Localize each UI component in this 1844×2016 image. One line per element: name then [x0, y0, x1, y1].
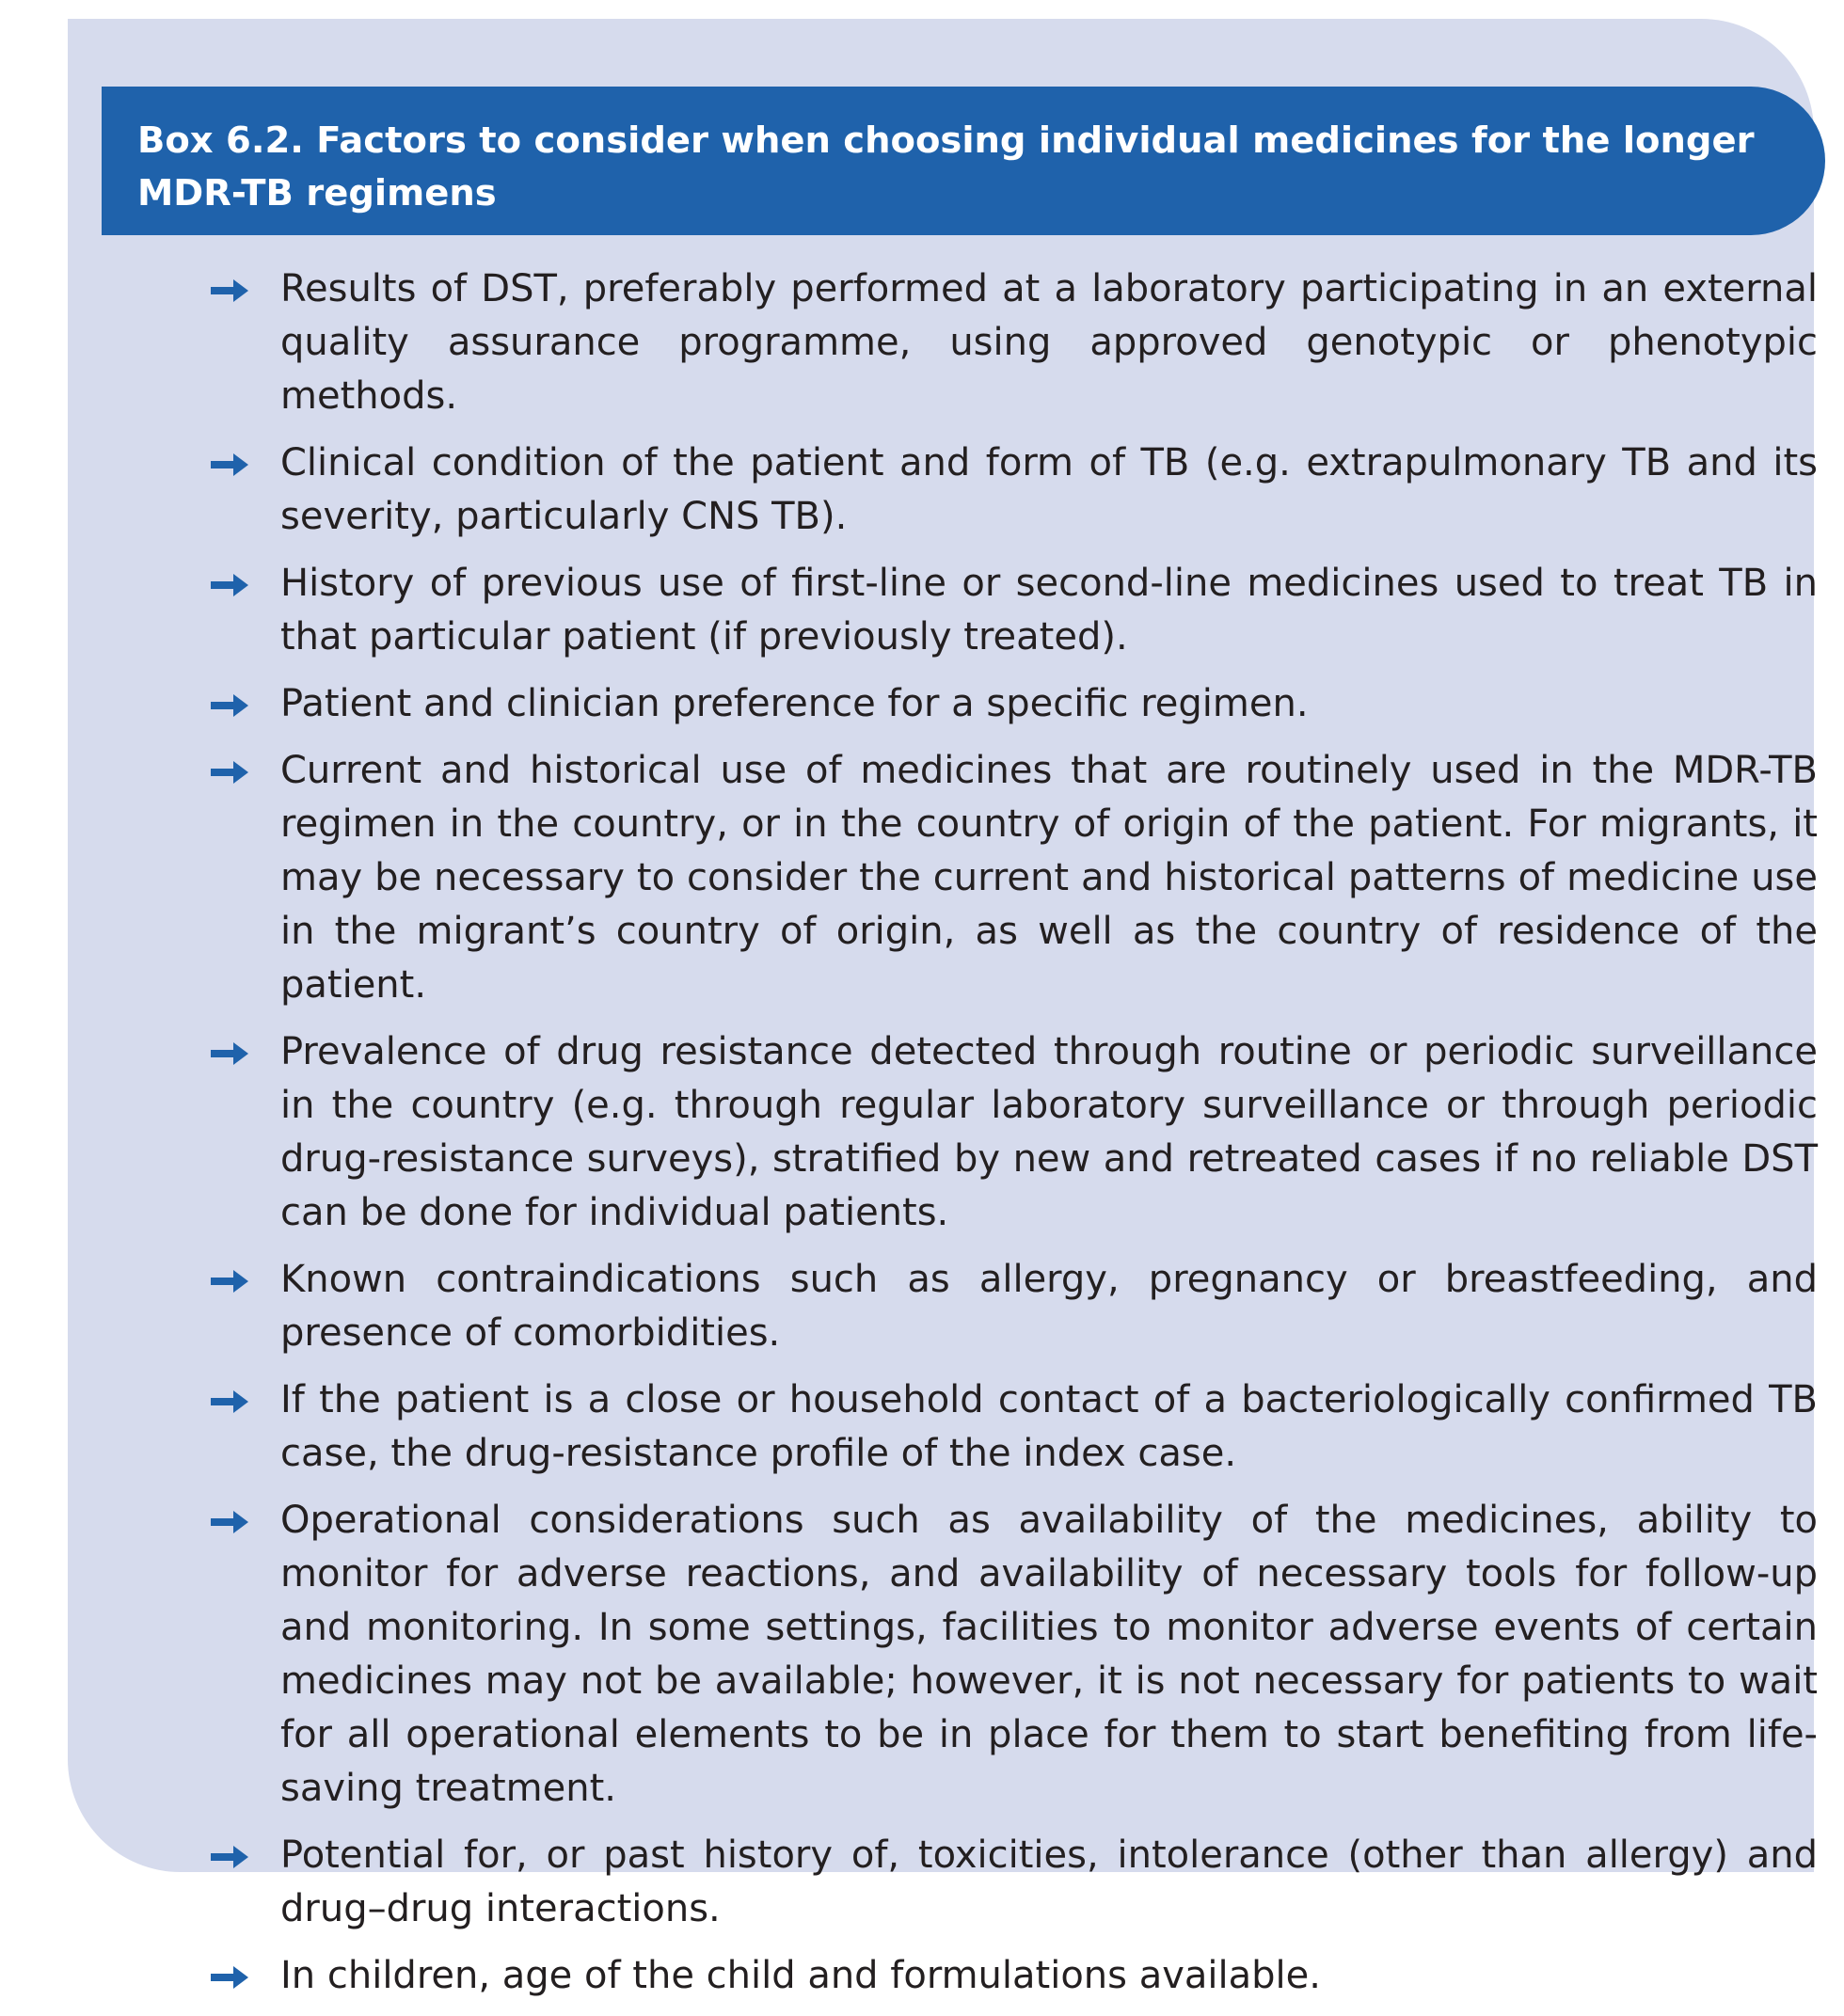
- list-item-text: If the patient is a close or household contact of a bacteriologically confirmed TB case, the drug-resistance profile of the index case.: [280, 1378, 1818, 1475]
- list-item: [209, 1949, 1818, 2003]
- list-item: [209, 744, 1818, 1012]
- arrow-right-icon: [209, 691, 250, 720]
- list-item: [209, 1025, 1818, 1240]
- arrow-right-icon: [209, 1843, 250, 1871]
- list-item-text: Patient and clinician preference for a specific regimen.: [280, 682, 1309, 725]
- list-item: [209, 1253, 1818, 1360]
- arrow-right-icon: [209, 1267, 250, 1295]
- arrow-right-icon: [209, 1963, 250, 1992]
- list-item: [209, 557, 1818, 664]
- arrow-right-icon: [209, 758, 250, 786]
- arrow-right-icon: [209, 571, 250, 599]
- list-item-text: Current and historical use of medicines that are routinely used in the MDR-TB regimen in the country, or in the country of origin of the patient. For migrants, it may be necessary to consider the current and historical patterns of medicine use in the migrant’s country of origin, as well as the country of residence of the patient.: [280, 749, 1818, 1007]
- list-item: [209, 677, 1818, 731]
- list-item-text: Clinical condition of the patient and form of TB (e.g. extrapulmonary TB and its severity, particularly CNS TB).: [280, 441, 1818, 538]
- arrow-right-icon: [209, 277, 250, 305]
- list-item: [209, 262, 1818, 423]
- list-item-text: Prevalence of drug resistance detected through routine or periodic surveillance in the country (e.g. through regular laboratory surveillance or through periodic drug-resistance surveys), stratified by new and retreated cases if no reliable DST can be done for individual patients.: [280, 1030, 1818, 1234]
- box-title: Box 6.2. Factors to consider when choosing individual medicines for the longer MDR-TB regimens: [102, 87, 1825, 235]
- arrow-right-icon: [209, 1388, 250, 1416]
- list-item: [209, 1829, 1818, 1936]
- info-box: [68, 19, 1818, 1997]
- list-item-text: Operational considerations such as availability of the medicines, ability to monitor for adverse reactions, and availability of necessary tools for follow-up and monitoring. In some settings, facilities to monitor adverse events of certain medicines may not be available; however, it is not necessary for patients to wait for all operational elements to be in place for them to start benefiting from life-saving treatment.: [280, 1499, 1818, 1810]
- list-item: [209, 1373, 1818, 1481]
- list-item-text: Results of DST, preferably performed at a laboratory participating in an external quality assurance programme, using approved genotypic or phenotypic methods.: [280, 267, 1818, 418]
- list-item: [209, 437, 1818, 544]
- arrow-right-icon: [209, 1508, 250, 1536]
- arrow-right-icon: [209, 451, 250, 479]
- list-item: [209, 1494, 1818, 1816]
- arrow-right-icon: [209, 1040, 250, 1068]
- factor-list: [209, 262, 1818, 2016]
- list-item-text: Potential for, or past history of, toxicities, intolerance (other than allergy) and drug–drug interactions.: [280, 1833, 1818, 1930]
- list-item-text: In children, age of the child and formulations available.: [280, 1954, 1321, 1997]
- list-item-text: History of previous use of first-line or second-line medicines used to treat TB in that particular patient (if previously treated).: [280, 562, 1818, 659]
- list-item-text: Known contraindications such as allergy, pregnancy or breastfeeding, and presence of comorbidities.: [280, 1258, 1818, 1355]
